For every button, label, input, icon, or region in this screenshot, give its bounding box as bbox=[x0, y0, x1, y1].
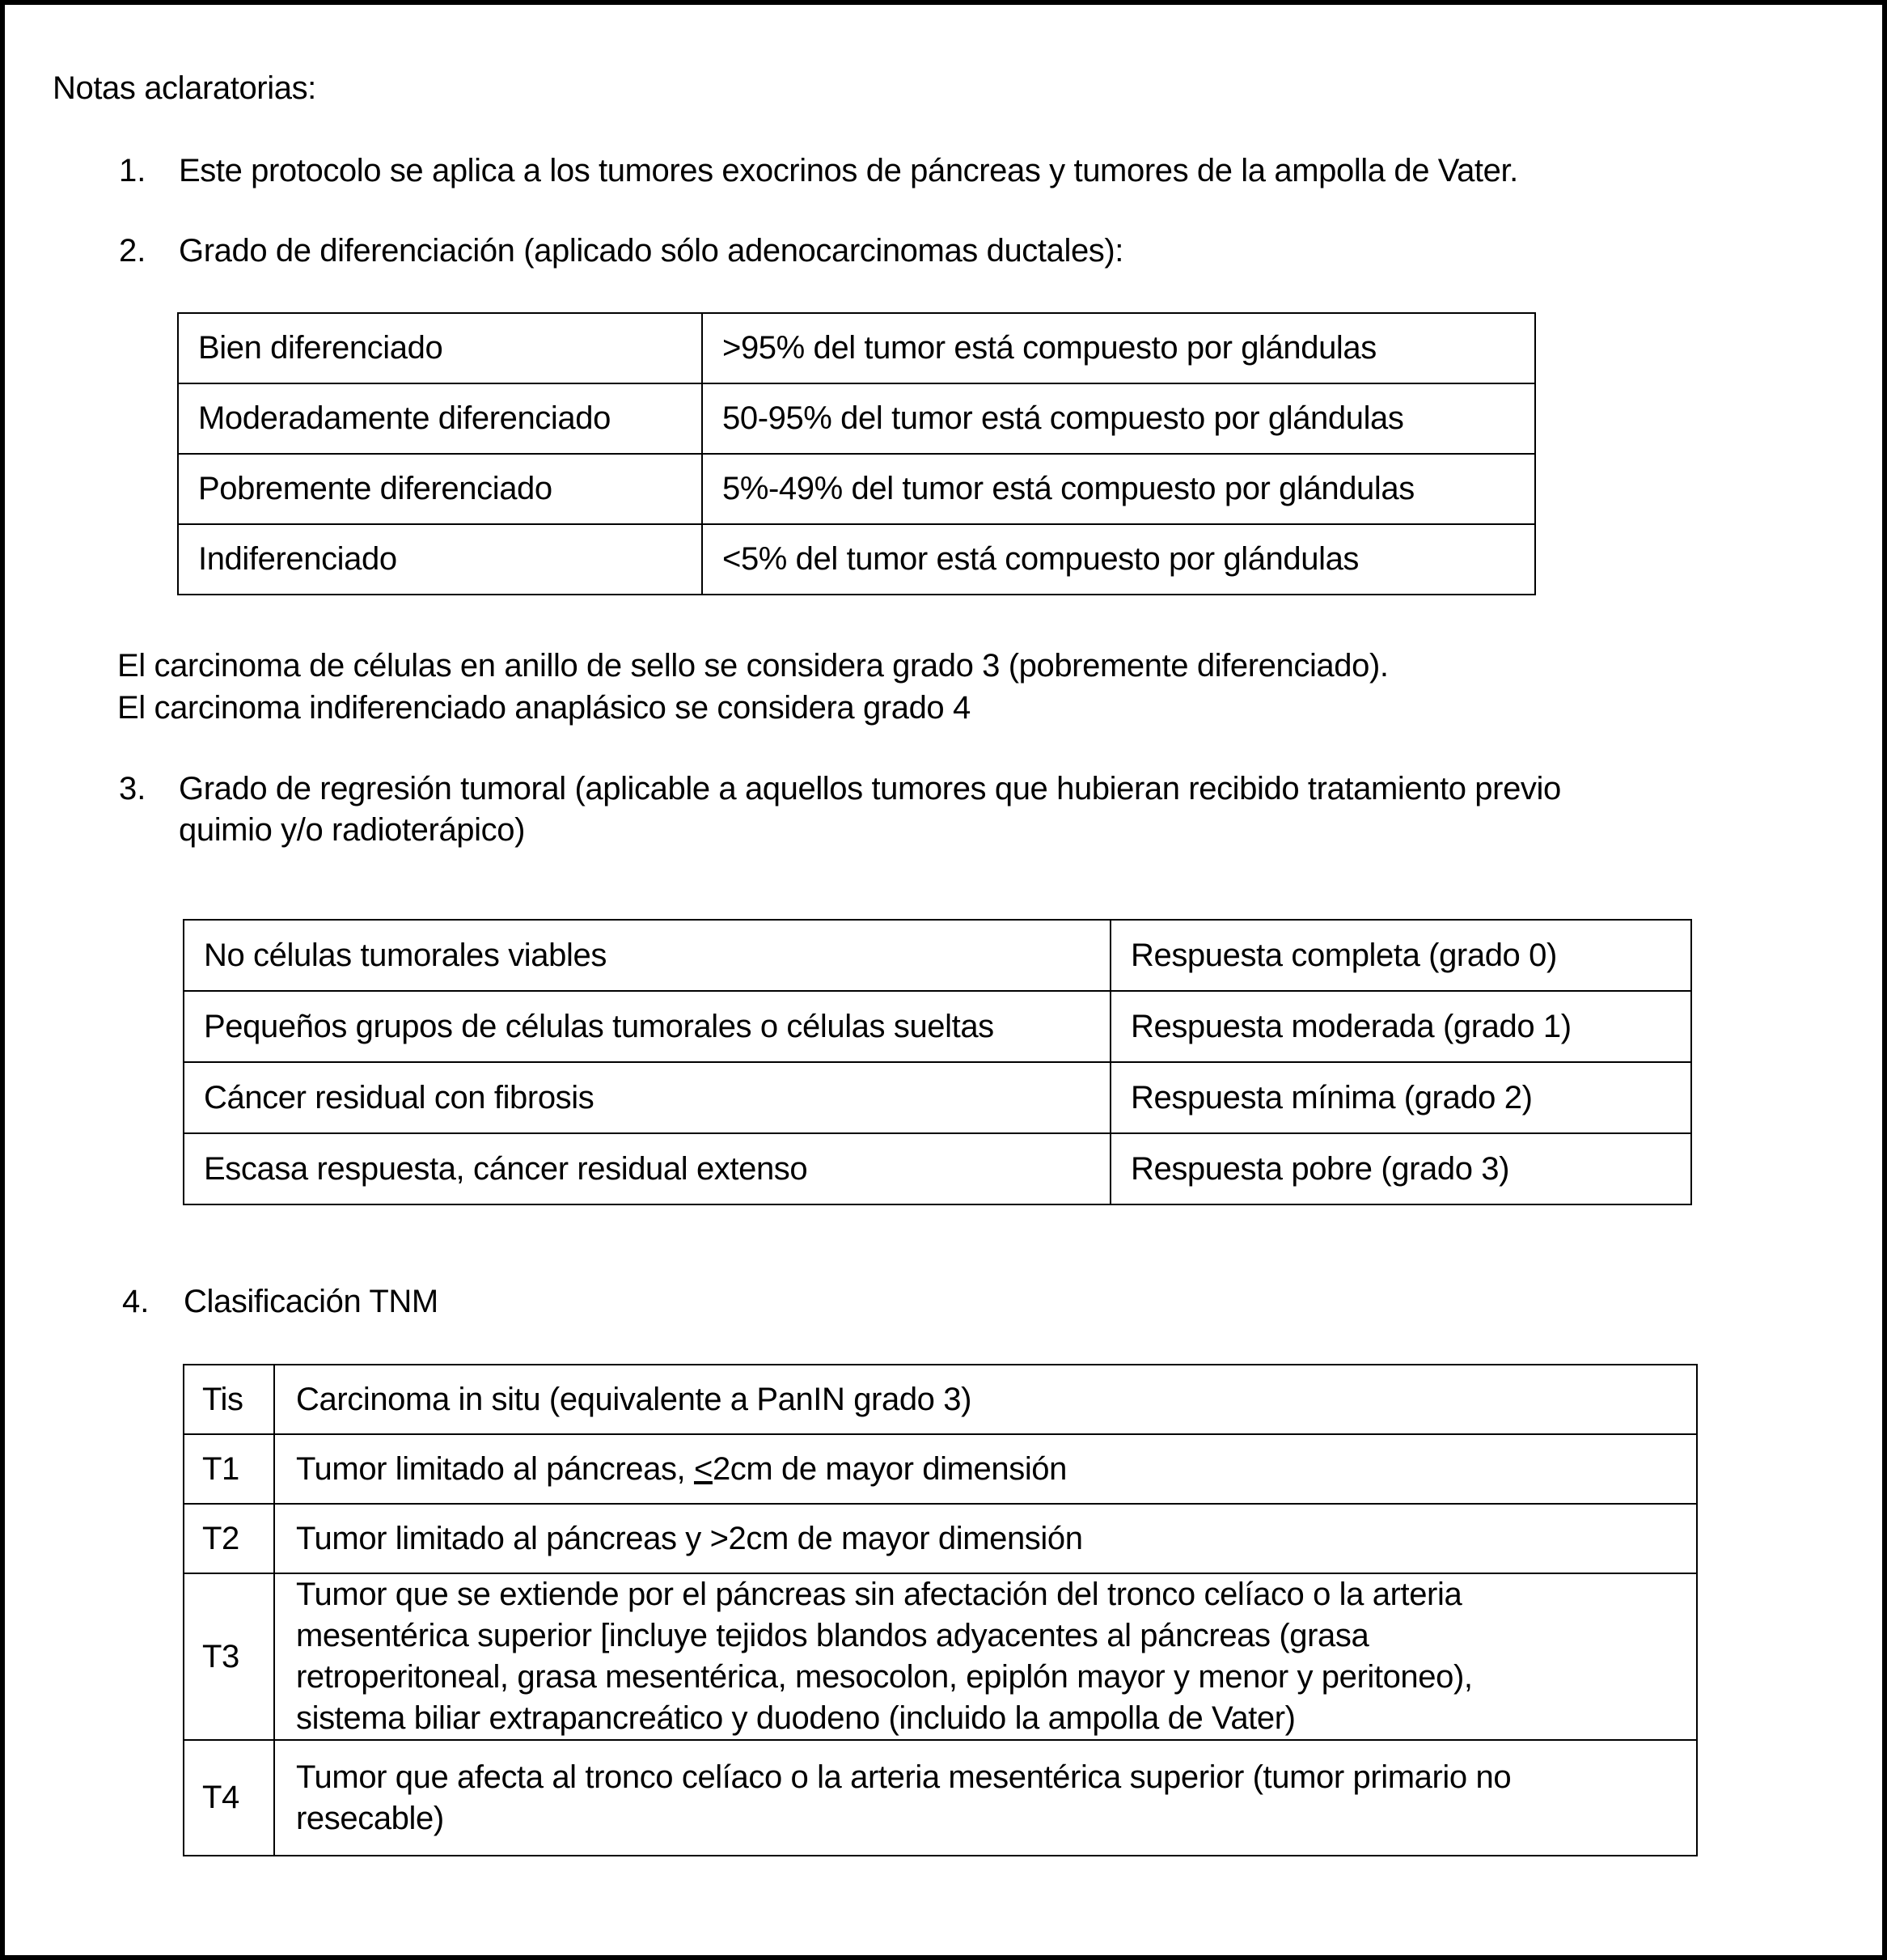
table-row bbox=[184, 920, 1691, 991]
notes-heading: Notas aclaratorias: bbox=[53, 70, 316, 106]
table-row bbox=[184, 1062, 1691, 1133]
less-or-equal-symbol: < bbox=[693, 1450, 713, 1487]
item-2-number: 2. bbox=[119, 233, 146, 269]
item-3-number: 3. bbox=[119, 771, 146, 806]
table-row bbox=[184, 1434, 1697, 1504]
item-4-number: 4. bbox=[122, 1284, 150, 1319]
table-row bbox=[178, 313, 1535, 383]
tnm-description bbox=[274, 1740, 1697, 1856]
grade-note-anaplastic: El carcinoma indiferenciado anaplásico se considera grado 4 bbox=[117, 690, 971, 726]
table-row bbox=[178, 524, 1535, 595]
tnm-description bbox=[274, 1434, 1697, 1504]
grade-label: Indiferenciado bbox=[178, 524, 702, 595]
grade-label: Pobremente diferenciado bbox=[178, 454, 702, 524]
item-1-text: Este protocolo se aplica a los tumores exocrinos de páncreas y tumores de la ampolla de Vater. bbox=[179, 153, 1518, 188]
tnm-description-line: Tumor que afecta al tronco celíaco o la arteria mesentérica superior (tumor primario no bbox=[296, 1759, 1512, 1795]
item-4-text: Clasificación TNM bbox=[184, 1284, 438, 1319]
regression-response: Respuesta mínima (grado 2) bbox=[1111, 1062, 1691, 1133]
grade-label: Bien diferenciado bbox=[178, 313, 702, 383]
tnm-description-line: retroperitoneal, grasa mesentérica, mesocolon, epiplón mayor y menor y peritoneo), bbox=[296, 1659, 1473, 1695]
regression-finding: Escasa respuesta, cáncer residual extenso bbox=[184, 1133, 1111, 1204]
regression-table bbox=[183, 919, 1692, 1205]
table-row bbox=[184, 1365, 1697, 1434]
regression-response: Respuesta moderada (grado 1) bbox=[1111, 991, 1691, 1062]
tnm-description-pre: Tumor limitado al páncreas, bbox=[296, 1450, 694, 1487]
regression-finding: Pequeños grupos de células tumorales o células sueltas bbox=[184, 991, 1111, 1062]
grade-description: 50-95% del tumor está compuesto por glándulas bbox=[702, 383, 1535, 454]
grade-label: Moderadamente diferenciado bbox=[178, 383, 702, 454]
grade-note-signet-ring: El carcinoma de células en anillo de sello se considera grado 3 (pobremente diferenciado). bbox=[117, 648, 1389, 684]
tnm-description: Tumor limitado al páncreas y >2cm de mayor dimensión bbox=[274, 1504, 1697, 1573]
item-3-text-line1: Grado de regresión tumoral (aplicable a aquellos tumores que hubieran recibido tratamiento previo bbox=[179, 771, 1561, 806]
tnm-description-post: 2cm de mayor dimensión bbox=[712, 1450, 1067, 1487]
item-2-text: Grado de diferenciación (aplicado sólo adenocarcinomas ductales): bbox=[179, 233, 1124, 269]
tnm-description-line: sistema biliar extrapancreático y duodeno (incluido la ampolla de Vater) bbox=[296, 1700, 1296, 1736]
regression-response: Respuesta pobre (grado 3) bbox=[1111, 1133, 1691, 1204]
table-row bbox=[184, 1133, 1691, 1204]
tnm-code: T2 bbox=[184, 1504, 274, 1573]
grade-description: <5% del tumor está compuesto por glándulas bbox=[702, 524, 1535, 595]
tnm-code: Tis bbox=[184, 1365, 274, 1434]
grade-description: >95% del tumor está compuesto por glándulas bbox=[702, 313, 1535, 383]
tnm-code: T4 bbox=[184, 1740, 274, 1856]
regression-finding: No células tumorales viables bbox=[184, 920, 1111, 991]
item-1-number: 1. bbox=[119, 153, 146, 188]
table-row bbox=[184, 1740, 1697, 1856]
tnm-code: T1 bbox=[184, 1434, 274, 1504]
tnm-description-line: resecable) bbox=[296, 1800, 444, 1836]
tnm-description-line: Tumor que se extiende por el páncreas sin afectación del tronco celíaco o la arteria bbox=[296, 1577, 1462, 1612]
differentiation-table bbox=[177, 312, 1536, 595]
item-3-text-line2: quimio y/o radioterápico) bbox=[179, 812, 525, 848]
table-row bbox=[178, 383, 1535, 454]
regression-finding: Cáncer residual con fibrosis bbox=[184, 1062, 1111, 1133]
tnm-description: Carcinoma in situ (equivalente a PanIN grado 3) bbox=[274, 1365, 1697, 1434]
table-row bbox=[178, 454, 1535, 524]
tnm-description bbox=[274, 1573, 1697, 1740]
table-row bbox=[184, 1504, 1697, 1573]
regression-response: Respuesta completa (grado 0) bbox=[1111, 920, 1691, 991]
tnm-code: T3 bbox=[184, 1573, 274, 1740]
tnm-description-line: mesentérica superior [incluye tejidos blandos adyacentes al páncreas (grasa bbox=[296, 1618, 1369, 1653]
table-row bbox=[184, 991, 1691, 1062]
grade-description: 5%-49% del tumor está compuesto por glándulas bbox=[702, 454, 1535, 524]
tnm-table bbox=[183, 1364, 1698, 1856]
table-row bbox=[184, 1573, 1697, 1740]
